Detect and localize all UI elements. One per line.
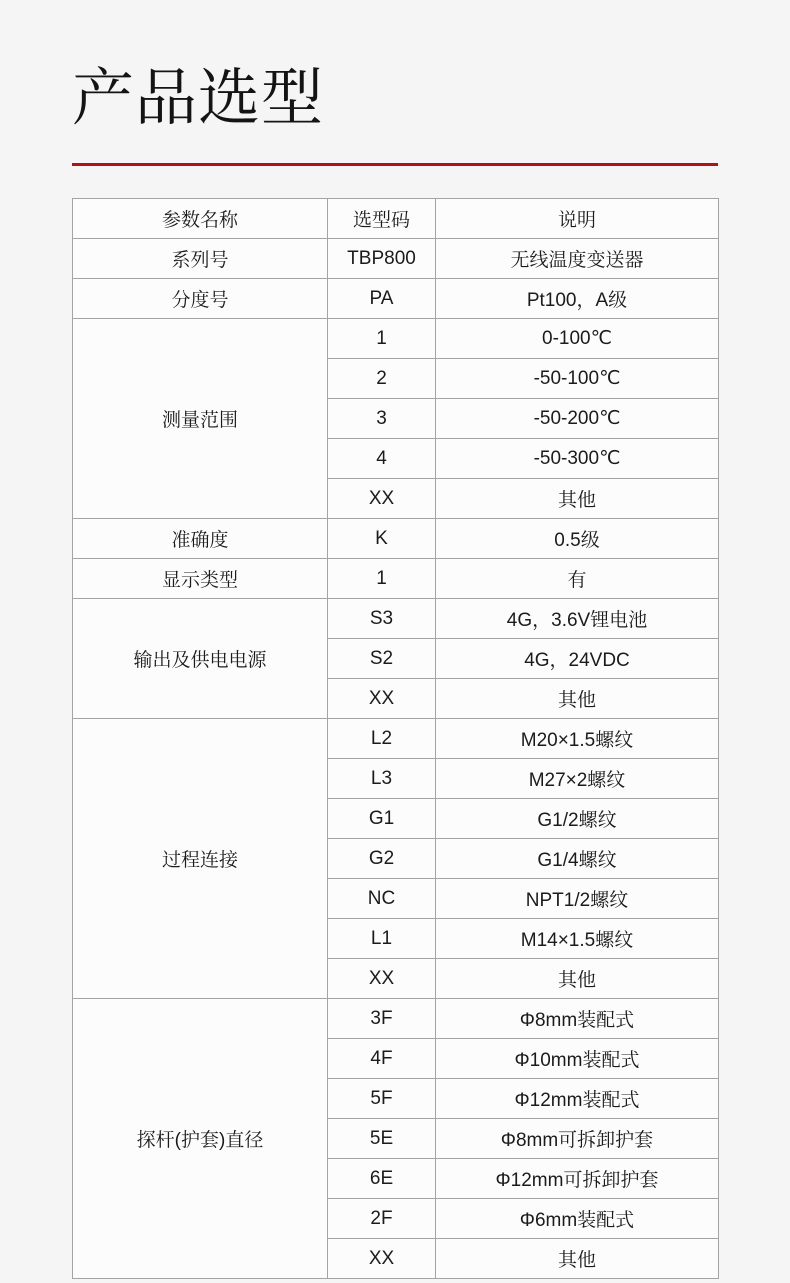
param-name-cell: 分度号 <box>73 279 328 319</box>
code-cell: 6E <box>328 1159 436 1199</box>
desc-cell: NPT1/2螺纹 <box>436 879 719 919</box>
param-name-cell: 系列号 <box>73 239 328 279</box>
code-cell: L3 <box>328 759 436 799</box>
code-cell: S3 <box>328 599 436 639</box>
desc-cell: 0.5级 <box>436 519 719 559</box>
param-name-cell: 准确度 <box>73 519 328 559</box>
page-title: 产品选型 <box>72 64 325 133</box>
desc-cell: 其他 <box>436 1239 719 1279</box>
desc-cell: 4G，3.6V锂电池 <box>436 599 719 639</box>
code-cell: TBP800 <box>328 239 436 279</box>
desc-cell: Φ10mm装配式 <box>436 1039 719 1079</box>
desc-cell: 其他 <box>436 679 719 719</box>
header-code: 选型码 <box>328 199 436 239</box>
desc-cell: G1/2螺纹 <box>436 799 719 839</box>
code-cell: L2 <box>328 719 436 759</box>
code-cell: G1 <box>328 799 436 839</box>
code-cell: NC <box>328 879 436 919</box>
param-name-cell: 探杆(护套)直径 <box>73 999 328 1279</box>
desc-cell: M27×2螺纹 <box>436 759 719 799</box>
code-cell: 4F <box>328 1039 436 1079</box>
code-cell: S2 <box>328 639 436 679</box>
param-name-cell: 过程连接 <box>73 719 328 999</box>
table-row <box>73 319 719 359</box>
table-row <box>73 559 719 599</box>
desc-cell: 4G，24VDC <box>436 639 719 679</box>
code-cell: L1 <box>328 919 436 959</box>
code-cell: XX <box>328 959 436 999</box>
code-cell: K <box>328 519 436 559</box>
desc-cell: Φ12mm装配式 <box>436 1079 719 1119</box>
table-row <box>73 999 719 1039</box>
table-header-row <box>73 199 719 239</box>
table-row <box>73 719 719 759</box>
desc-cell: M20×1.5螺纹 <box>436 719 719 759</box>
code-cell: PA <box>328 279 436 319</box>
desc-cell: -50-100℃ <box>436 359 719 399</box>
code-cell: 5F <box>328 1079 436 1119</box>
code-cell: XX <box>328 479 436 519</box>
table-row <box>73 239 719 279</box>
param-name-cell: 输出及供电电源 <box>73 599 328 719</box>
table-row <box>73 599 719 639</box>
table-body <box>73 239 719 1279</box>
desc-cell: Φ12mm可拆卸护套 <box>436 1159 719 1199</box>
table-row <box>73 519 719 559</box>
desc-cell: G1/4螺纹 <box>436 839 719 879</box>
param-name-cell: 显示类型 <box>73 559 328 599</box>
desc-cell: Φ8mm装配式 <box>436 999 719 1039</box>
code-cell: 1 <box>328 559 436 599</box>
desc-cell: 有 <box>436 559 719 599</box>
desc-cell: -50-300℃ <box>436 439 719 479</box>
param-name-cell: 测量范围 <box>73 319 328 519</box>
desc-cell: 0-100℃ <box>436 319 719 359</box>
code-cell: XX <box>328 1239 436 1279</box>
desc-cell: -50-200℃ <box>436 399 719 439</box>
desc-cell: 其他 <box>436 959 719 999</box>
desc-cell: Φ6mm装配式 <box>436 1199 719 1239</box>
desc-cell: 无线温度变送器 <box>436 239 719 279</box>
product-selection-table <box>72 198 719 1279</box>
code-cell: 5E <box>328 1119 436 1159</box>
table-row <box>73 279 719 319</box>
code-cell: XX <box>328 679 436 719</box>
code-cell: 3F <box>328 999 436 1039</box>
code-cell: 3 <box>328 399 436 439</box>
code-cell: 1 <box>328 319 436 359</box>
code-cell: 2 <box>328 359 436 399</box>
header-param-name: 参数名称 <box>73 199 328 239</box>
desc-cell: M14×1.5螺纹 <box>436 919 719 959</box>
header-description: 说明 <box>436 199 719 239</box>
code-cell: 2F <box>328 1199 436 1239</box>
title-underline <box>72 163 718 166</box>
desc-cell: 其他 <box>436 479 719 519</box>
code-cell: 4 <box>328 439 436 479</box>
code-cell: G2 <box>328 839 436 879</box>
desc-cell: Pt100，A级 <box>436 279 719 319</box>
desc-cell: Φ8mm可拆卸护套 <box>436 1119 719 1159</box>
